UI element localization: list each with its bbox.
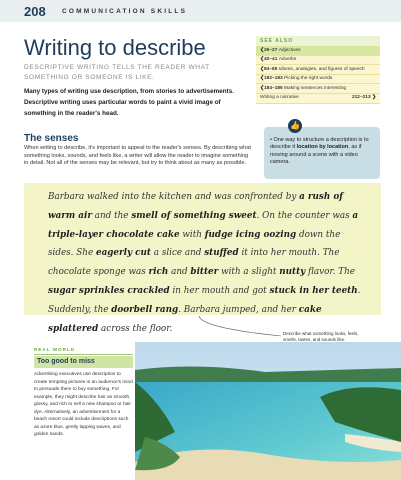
see-also-ref: ❮84–85: [260, 66, 279, 72]
see-also-ref: ❮40–41: [260, 57, 279, 63]
beach-photo: [135, 342, 401, 480]
passage-text: flavor. The: [305, 267, 356, 278]
highlighted-phrase: fudge icing oozing: [204, 229, 297, 240]
passage-text: a slice and: [150, 248, 205, 259]
divider: [34, 354, 133, 355]
passage-text: with: [179, 229, 205, 240]
highlighted-phrase: sugar sprinkles crackled: [48, 285, 170, 296]
highlighted-phrase: smell of something sweet: [131, 210, 257, 221]
passage-text: and the: [91, 210, 132, 221]
chevron-right-icon: ❯: [371, 95, 376, 101]
page-title: Writing to describe: [24, 35, 206, 60]
see-also-ref: 212–213 ❯: [351, 95, 376, 101]
passage-text: Barbara walked into the kitchen and was confronted by: [48, 192, 300, 202]
highlighted-phrase: a triple-layer chocolate cake: [48, 210, 359, 240]
see-also-label: Idioms, analogies, and figures of speech: [278, 66, 365, 72]
highlighted-phrase: doorbell rang: [111, 304, 179, 315]
highlighted-phrase: a rush of warm air: [48, 192, 343, 221]
see-also-ref: ❮182–183: [260, 76, 285, 82]
thumbs-up-icon: 👍: [288, 119, 302, 133]
see-also-label: Adverbs: [278, 57, 297, 63]
highlighted-phrase: cake splattered: [48, 304, 322, 334]
see-also-label: Picking the right words: [284, 76, 333, 82]
passage-text: in her mouth and got: [169, 285, 270, 296]
senses-paragraph: When writing to describe, it's important to appeal to the reader's senses. By describing what something looks, sounds, and feels like, a writer will allow the reader to imagine something in detail. Not all of the senses may be relevant, but try to think about as many as possible.: [24, 145, 251, 167]
page-number: 208: [24, 4, 46, 19]
see-also-heading: SEE ALSO: [256, 36, 380, 46]
real-world-body: Advertising executives use description to create tempting pictures in an audience's mind to persuade them to buy something. For example, they might describe hair as smooth, glossy, and rich to sell a new shampoo or hair dye. Alternatively, an advertisement for a beach resort could include descriptions such as azure blue, gently lapping waves, and golden sands.: [34, 372, 133, 437]
passage-text: and: [168, 267, 191, 278]
passage-text: . Suddenly, the: [48, 285, 361, 315]
passage-text: across the floor.: [98, 323, 173, 334]
page-subtitle: DESCRIPTIVE WRITING TELLS THE READER WHAT SOMETHING OR SOMEONE IS LIKE.: [24, 64, 210, 81]
senses-heading: The senses: [24, 133, 79, 144]
real-world-title: Too good to miss: [34, 356, 133, 368]
highlighted-phrase: eagerly cut: [95, 248, 151, 259]
passage-text: it into her mouth. The chocolate sponge was: [48, 248, 340, 278]
passage-text: . On the counter was: [256, 210, 353, 221]
highlighted-phrase: stuffed: [204, 248, 239, 259]
real-world-label: REAL WORLD: [34, 347, 76, 352]
see-also-label: Adjectives: [278, 47, 301, 53]
passage-text: with a slight: [218, 267, 280, 278]
highlighted-phrase: stuck in her teeth: [269, 285, 358, 296]
highlighted-phrase: rich: [148, 267, 169, 278]
highlighted-phrase: nutty: [279, 267, 306, 278]
see-also-ref: ❮26–27: [260, 47, 279, 53]
see-also-label: Making sentences interesting: [284, 85, 347, 91]
passage-text: down the sides. She: [48, 229, 341, 259]
see-also-label: Writing a narrative: [260, 95, 299, 101]
highlighted-phrase: bitter: [190, 267, 219, 278]
passage-text: . Barbara jumped, and her: [178, 304, 299, 315]
section-title: COMMUNICATION SKILLS: [62, 8, 188, 15]
see-also-ref: ❮184–185: [260, 85, 285, 91]
annotation-note: Describe what something looks, feels, smells, tastes, and sounds like.: [283, 331, 359, 342]
intro-paragraph: Many types of writing use description, from stories to advertisements. Descriptive writing uses particular words to paint a vivid image of something in the reader's head.: [24, 88, 234, 117]
tip-text: • One way to structure a description is to describe it location by location, as if moving around a scene with a video camera.: [270, 137, 369, 166]
